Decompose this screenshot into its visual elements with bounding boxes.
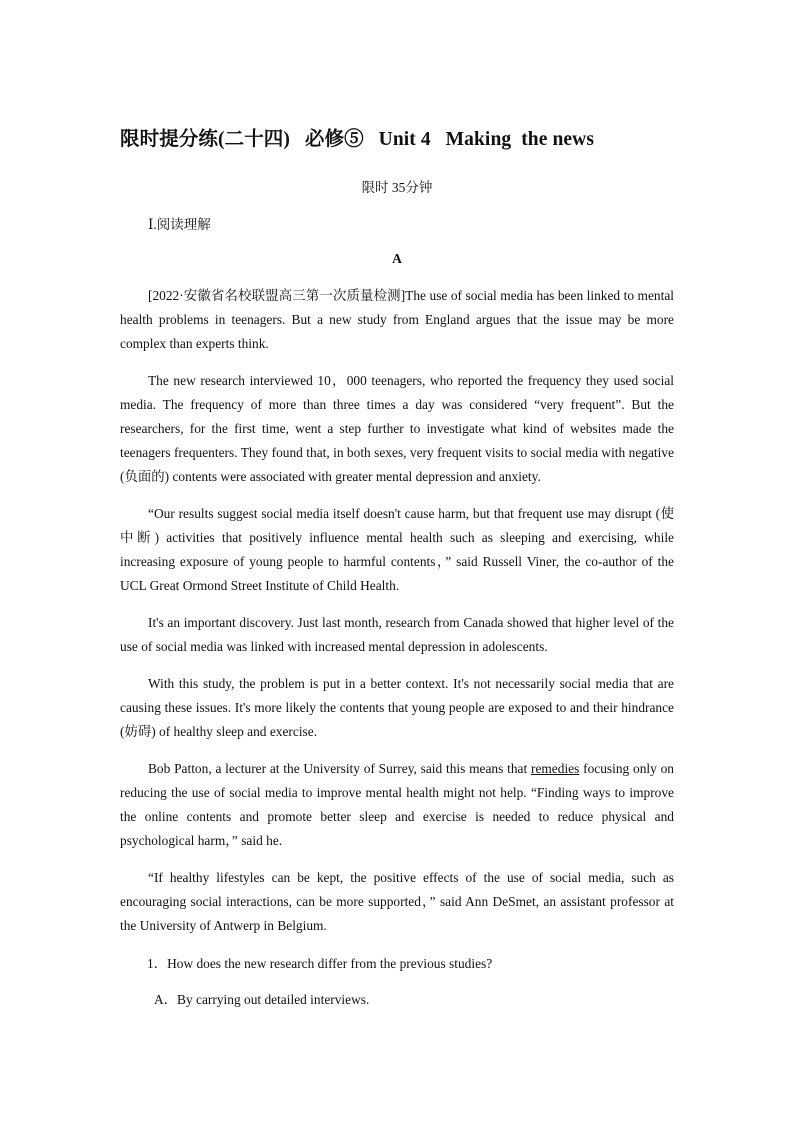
time-limit: 限时 35分钟: [361, 180, 433, 195]
paragraph-5: With this study, the problem is put in a better context. It's not necessarily social media that are causing these issues. It's more likely the contents that young people are exposed to and their hindrance (妨碍) of healthy sleep and exercise.: [120, 676, 674, 739]
passage-label: A: [392, 251, 402, 266]
paragraph-6: [120, 757, 674, 853]
paragraph-4: It's an important discovery. Just last month, research from Canada showed that higher level of the use of social media was linked with increased mental depression in adolescents.: [120, 615, 674, 654]
paragraph-3: “Our results suggest social media itself doesn't cause harm, but that frequent use may disrupt (使中断) activities that positively influence mental health such as sleeping and exercising, while increasing exposure of young people to harmful contents，” said Russell Viner, the co-author of the UCL Great Ormond Street Institute of Child Health.: [120, 506, 674, 593]
paragraph-2: The new research interviewed 10，000 teenagers, who reported the frequency they used social media. The frequency of more than three times a day was considered “very frequent”. But the researchers, for the first time, went a step further to investigate what kind of websites made the teenagers frequenters. They found that, in both sexes, very frequent visits to social media with negative (负面的) contents were associated with greater mental depression and anxiety.: [120, 373, 674, 484]
paragraph-1: [2022·安徽省名校联盟高三第一次质量检测]The use of social media has been linked to mental health problems in teenagers. But a new study from England argues that the issue may be more complex than experts think.: [120, 288, 674, 351]
section-heading: Ⅰ.阅读理解: [148, 217, 211, 232]
paragraph-7: “If healthy lifestyles can be kept, the positive effects of the use of social media, such as encouraging social interactions, can be more supported，” said Ann DeSmet, an assistant professor at the University of Antwerp in Belgium.: [120, 870, 674, 933]
page-title: 限时提分练(二十四) 必修⑤ Unit 4 Making the news: [120, 129, 595, 150]
underlined-word: remedies: [530, 761, 580, 776]
question-1-stem: 1．How does the new research differ from the previous studies?: [147, 956, 493, 971]
question-1-option-a: A．By carrying out detailed interviews.: [154, 992, 370, 1007]
paragraph-6-start: Bob Patton, a lecturer at the University of Surrey, said this means that: [148, 761, 531, 776]
paragraph-6-end: focusing only on reducing the use of social media to improve mental health might not help. “Finding ways to improve the online contents and promote better sleep and exercise is needed to reduce physical and psychological harm，” said he.: [120, 761, 674, 848]
